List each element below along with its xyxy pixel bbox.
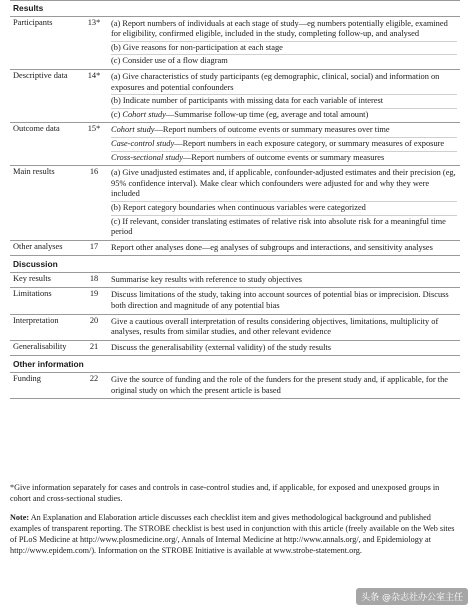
row-label: Key results [10,272,80,288]
item-number: 15* [80,123,108,166]
recommendation-cell [108,16,460,69]
checklist-row [10,240,460,256]
section-title: Results [10,0,460,16]
section-title: Other information [10,356,460,373]
recommendation-item: (a) Report numbers of individuals at each stage of study—eg numbers potentially eligible, examined for eligibility, confirmed eligible, included in the study, completing follow-up, and analysed [111,18,457,42]
recommendation-cell [108,69,460,122]
row-label: Generalisability [10,340,80,356]
checklist-table [10,0,460,399]
row-label: Limitations [10,288,80,314]
recommendation-item: (c) If relevant, consider translating estimates of relative risk into absolute risk for a meaningful time period [111,216,446,237]
recommendation-item: (c) Consider use of a flow diagram [111,56,228,66]
item-number: 16 [80,166,108,241]
checklist-row [10,166,460,241]
recommendation-item: (a) Give unadjusted estimates and, if applicable, confounder-adjusted estimates and their precision (eg, 95% confidence interval). Make clear which confounders were adjusted for and why they were included [111,167,457,202]
row-label: Funding [10,373,80,399]
checklist-row [10,340,460,356]
recommendation-cell [108,340,460,356]
section-header [10,256,460,273]
item-number: 19 [80,288,108,314]
note-text: An Explanation and Elaboration article discusses each checklist item and gives methodological background and published examples of transparent reporting. The STROBE checklist is best used in conjunction with this article (freely available on the Web sites of PLoS Medicine at http://www.plosmedicine.org/, Annals of Internal Medicine at http://www.annals.org/, and Epidemiology at http://www.epidem.com/). Information on the STROBE Initiative is available at www.strobe-statement.org. [10,513,455,555]
footnote: *Give information separately for cases and controls in case-control studies and, if applicable, for exposed and unexposed groups in cohort and cross-sectional studies. [10,483,440,503]
row-label: Main results [10,166,80,241]
row-label: Outcome data [10,123,80,166]
recommendation-cell [108,166,460,241]
item-number: 18 [80,272,108,288]
checklist-document [10,0,460,399]
recommendation-item: (a) Give characteristics of study participants (eg demographic, clinical, social) and information on exposures and potential confounders [111,71,457,95]
checklist-row [10,288,460,314]
note-paragraph [10,512,462,556]
recommendation-item: Give a cautious overall interpretation of results considering objectives, limitations, multiplicity of analyses, results from similar studies, and other relevant evidence [111,316,439,337]
checklist-row [10,16,460,69]
recommendation-item: (c) Cohort study—Summarise follow-up time (eg, average and total amount) [111,109,369,119]
recommendation-cell [108,123,460,166]
recommendation-cell [108,288,460,314]
recommendation-item: Give the source of funding and the role of the funders for the present study and, if applicable, for the original study on which the present article is based [111,375,448,395]
checklist-row [10,69,460,122]
item-number: 20 [80,314,108,340]
section-header [10,0,460,16]
recommendation-cell [108,272,460,288]
row-label: Interpretation [10,314,80,340]
row-label: Other analyses [10,240,80,256]
checklist-row [10,272,460,288]
item-number: 13* [80,16,108,69]
recommendation-item: (b) Give reasons for non-participation at each stage [111,42,457,56]
item-number: 21 [80,340,108,356]
recommendation-item: Report other analyses done—eg analyses of subgroups and interactions, and sensitivity analyses [111,242,433,252]
recommendation-item: Summarise key results with reference to study objectives [111,274,302,284]
section-header [10,356,460,373]
recommendation-cell [108,240,460,256]
item-number: 22 [80,373,108,399]
recommendation-item: Cohort study—Report numbers of outcome events or summary measures over time [111,124,457,138]
row-label: Participants [10,16,80,69]
recommendation-item: Cross-sectional study—Report numbers of outcome events or summary measures [111,152,385,162]
item-number: 14* [80,69,108,122]
notes-block [10,482,462,564]
checklist-row [10,123,460,166]
checklist-row [10,314,460,340]
recommendation-item: (b) Indicate number of participants with missing data for each variable of interest [111,95,457,109]
checklist-row [10,373,460,399]
recommendation-cell [108,314,460,340]
watermark: 头条 @杂志社办公室主任 [356,588,468,605]
recommendation-item: Discuss limitations of the study, taking into account sources of potential bias or imprecision. Discuss both direction and magnitude of any potential bias [111,290,449,311]
recommendation-item: Discuss the generalisability (external validity) of the study results [111,342,332,352]
recommendation-item: (b) Report category boundaries when continuous variables were categorized [111,202,457,216]
note-label: Note: [10,513,30,522]
recommendation-cell [108,373,460,399]
checklist-body [10,0,460,399]
recommendation-item: Case-control study—Report numbers in each exposure category, or summary measures of exposure [111,138,457,152]
item-number: 17 [80,240,108,256]
section-title: Discussion [10,256,460,273]
row-label: Descriptive data [10,69,80,122]
